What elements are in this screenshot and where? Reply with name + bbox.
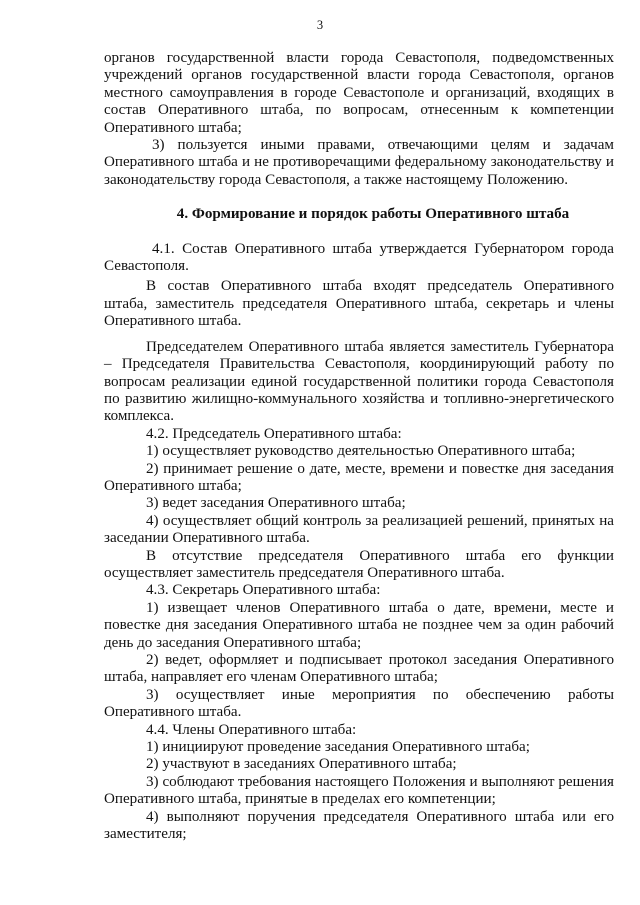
page-number: 3 — [316, 18, 324, 32]
list-item: 2) ведет, оформляет и подписывает протокол заседания Оперативного штаба, направляет его членам Оперативного штаба; — [104, 652, 614, 686]
subsection-heading: 4.2. Председатель Оперативного штаба: — [146, 425, 402, 442]
paragraph: В отсутствие председателя Оперативного штаба его функции осуществляет заместитель председателя Оперативного штаба. — [104, 547, 614, 581]
list-item: 3) соблюдают требования настоящего Положения и выполняют решения Оперативного штаба, принятые в пределах его компетенции; — [104, 773, 614, 808]
subsection-heading: 4.3. Секретарь Оперативного штаба: — [146, 582, 381, 599]
list-item: 4) выполняют поручения председателя Оперативного штаба или его заместителя; — [104, 808, 614, 843]
paragraph: органов государственной власти города Севастополя, подведомственных учреждений органов государственной власти города Севастополя, органов местного самоуправления в городе Севастополе и организаций, входящих в состав Оперативного штаба, по вопросам, отнесенным к компетенции Оперативного штаба; — [104, 50, 614, 136]
list-item: 2) участвуют в заседаниях Оперативного штаба; — [146, 756, 457, 773]
list-item: 3) ведет заседания Оперативного штаба; — [146, 495, 406, 512]
list-item: 1) осуществляет руководство деятельностью Оперативного штаба; — [146, 443, 576, 460]
subsection-heading: 4.4. Члены Оперативного штаба: — [146, 721, 357, 738]
list-item: 3) осуществляет иные мероприятия по обеспечению работы Оперативного штаба. — [104, 686, 614, 721]
paragraph: Председателем Оперативного штаба является заместитель Губернатора – Председателя Правительства Севастополя, координирующий работу по вопросам реализации единой государственной политики города Севастополя по развитию жилищно-коммунального хозяйства и топливно-энергетического комплекса. — [104, 338, 614, 425]
list-item: 3) пользуется иными правами, отвечающими целям и задачам Оперативного штаба и не противоречащими федеральному законодательству и законодательству города Севастополя, а также настоящему Положению. — [104, 137, 614, 188]
list-item: 4) осуществляет общий контроль за реализацией решений, принятых на заседании Оперативного штаба. — [104, 512, 614, 547]
list-item: 1) извещает членов Оперативного штаба о дате, времени, месте и повестке дня заседания Оперативного штаба не позднее чем за один рабочий день до заседания Оперативного штаба; — [104, 599, 614, 651]
section-heading: 4. Формирование и порядок работы Оперативного штаба — [176, 206, 570, 223]
paragraph: В состав Оперативного штаба входят председатель Оперативного штаба, заместитель председателя Оперативного штаба, секретарь и члены Оперативного штаба. — [104, 278, 614, 330]
paragraph: 4.1. Состав Оперативного штаба утверждается Губернатором города Севастополя. — [104, 240, 614, 275]
document-body — [104, 50, 614, 843]
list-item: 1) инициируют проведение заседания Оперативного штаба; — [146, 739, 530, 756]
list-item: 2) принимает решение о дате, месте, времени и повестке дня заседания Оперативного штаба; — [104, 460, 614, 494]
